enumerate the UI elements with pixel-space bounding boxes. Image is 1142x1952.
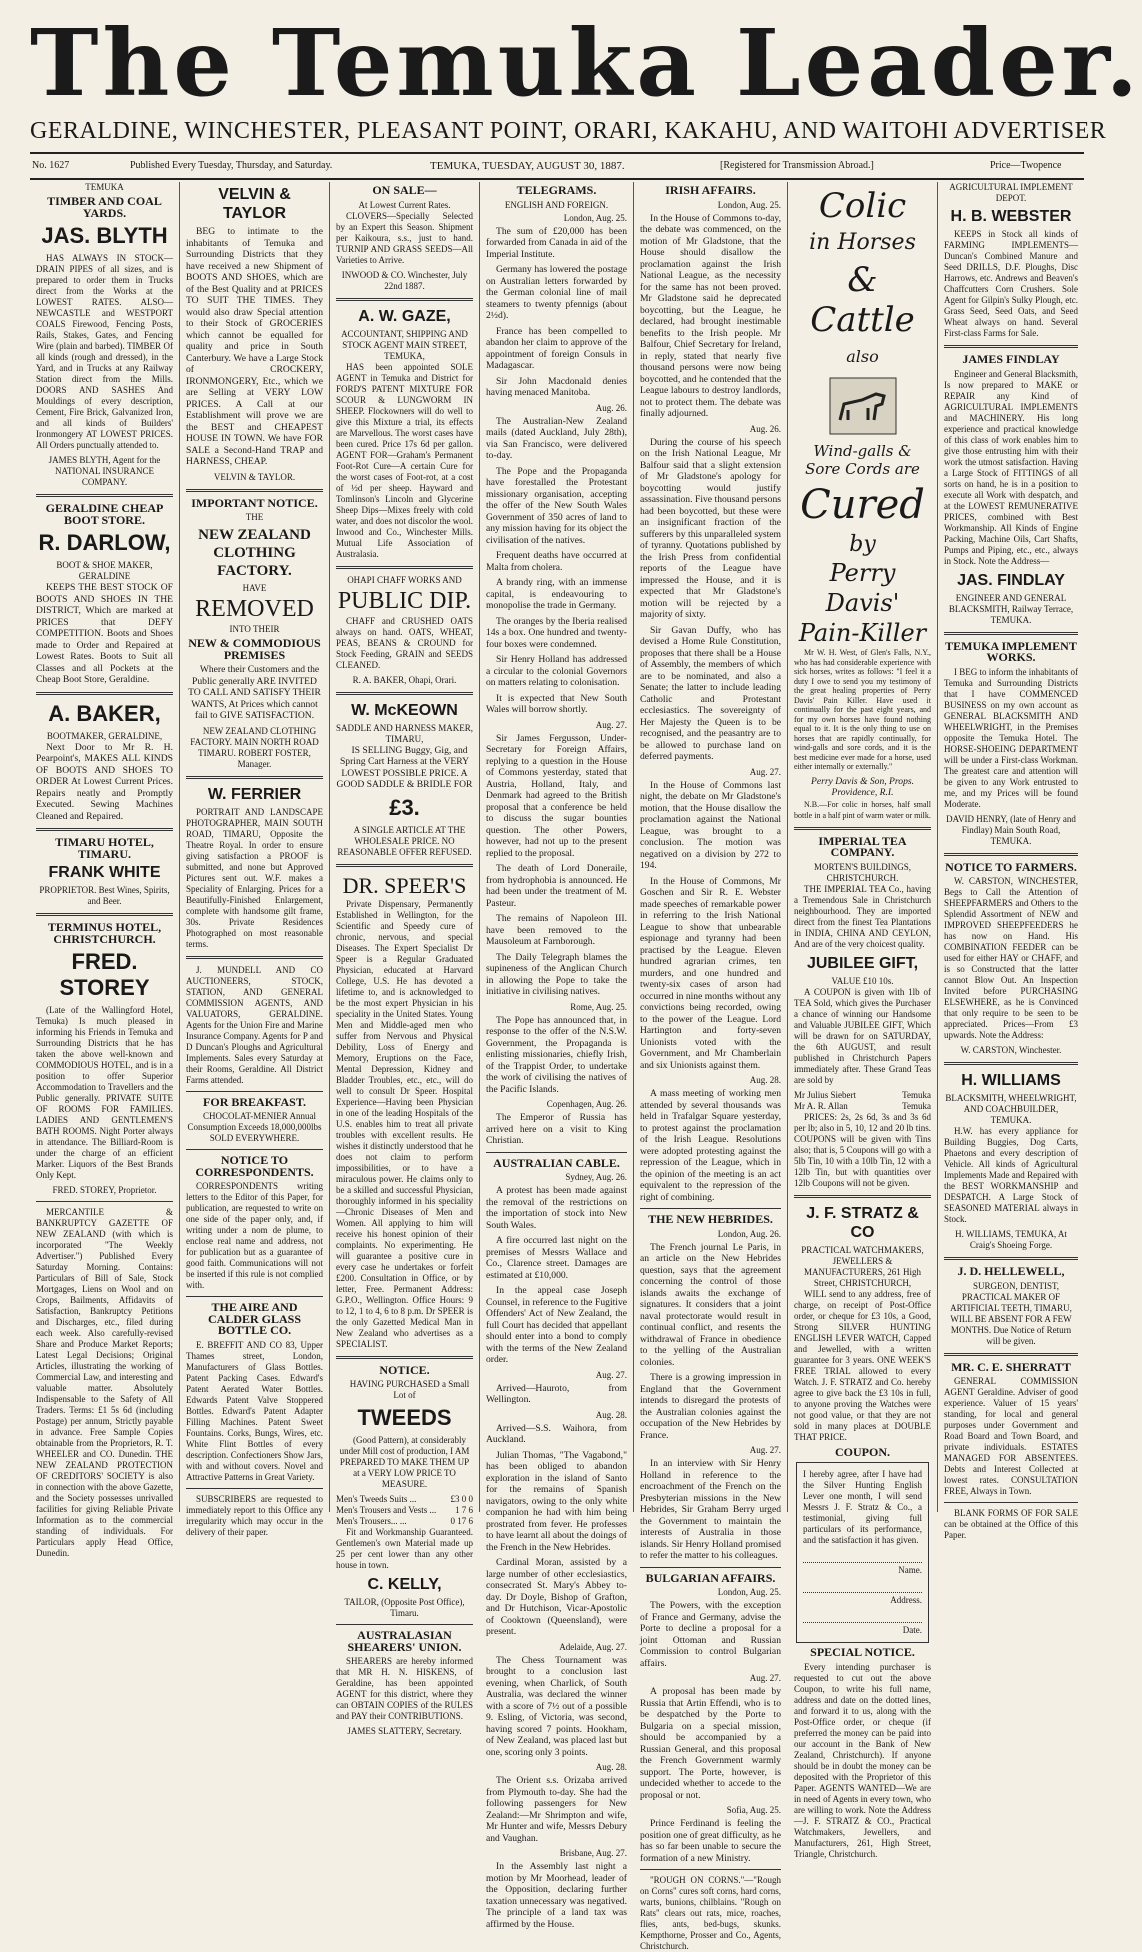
news-item: The Emperor of Russia has arrived here on a visit to King Christian. bbox=[486, 1112, 627, 1146]
news-item: In the House of Commons, Mr Goschen and Sir R. E. Webster made speeches of remarkable power in referring to the Irish National League to show that unbearable espionage and tyranny had been practised by the League. Eleven hundred agrarian crimes, ten murders, and one hundred and twenty-six cases of arson had occurred in nine months without any convictions being recorded, owing to the power of the League. Lord Hartington and forty-seven Unionists voted with the Government, and Mr Chamberlain and six Unionists against them. bbox=[640, 875, 781, 1071]
stratz-heading: J. F. STRATZ & CO bbox=[806, 1204, 919, 1241]
coupon-name-label: Name. bbox=[898, 1565, 922, 1575]
price-row: Men's Tweeds Suits ... £3 0 0 bbox=[336, 1494, 473, 1504]
dateline: Aug. 27. bbox=[595, 719, 627, 730]
news-item: France has been compelled to abandon her claim to approve of the appointment of foreign Consuls in Madagascar. bbox=[486, 325, 627, 371]
price-row: Men's Trousers... ... 0 17 6 bbox=[336, 1516, 473, 1526]
darlow-body: KEEPS THE BEST STOCK OF BOOTS AND SHOES IN THE DISTRICT, Which are marked at PRICES that DEFY COMPETITION. Boots and Shoes made to Order and Repaired at Lowest Rates. Boots to Suit all Classes and all Pockets at the Cheap Boot Store, Geraldine. bbox=[36, 582, 173, 685]
dateline: Sofia, Aug. 25. bbox=[726, 1805, 781, 1815]
works-body: I BEG to inform the inhabitants of Temuka and Surrounding Districts that I have COMMENCED BUSINESS on my own account as GENERAL BLACKSMITH AND WHEELWRIGHT, in the Premises opposite the Temuka Hotel. The HORSE-SHOEING DEPARTMENT will be under a First-class Workman. The greatest care and attention will be given to any Work entrusted to me, and my Prices will be found Moderate. bbox=[944, 666, 1078, 809]
blyth-name: JAS. BLYTH bbox=[41, 223, 168, 248]
issue-date: TEMUKA, TUESDAY, AUGUST 30, 1887. bbox=[430, 160, 625, 172]
dateline: Aug. 27. bbox=[749, 766, 781, 777]
tweeds-title: TWEEDS bbox=[357, 1405, 452, 1430]
divider bbox=[944, 632, 1078, 635]
dateline: Copenhagen, Aug. 26. bbox=[546, 1099, 627, 1109]
news-item: A fire occurred last night on the premises of Messrs Wallace and Co., Clarence street. Damages are estimated at £10,000. bbox=[486, 1235, 627, 1281]
tea-gift: JUBILEE GIFT, bbox=[806, 954, 919, 972]
divider bbox=[36, 494, 173, 497]
farmers-signature: W. CARSTON, Winchester. bbox=[960, 1045, 1062, 1055]
notice-removed: REMOVED bbox=[195, 596, 314, 622]
price: Price—Twopence bbox=[990, 160, 1062, 171]
tea-prices: PRICES: 2s, 2s 6d, 3s and 3s 6d per lb; also in 5, 10, 12 and 20 lb tins. COUPONS will be given with Tins also; that is, 5 Coupons will go with a 5lb Tin, 10 with a 10lb Tin, 12 with a 12lb Tin, but with quantities over 12lb Coupons will not be given. bbox=[794, 1111, 931, 1188]
news-item: Arrived—Hauroto, from Wellington. bbox=[486, 1382, 627, 1405]
tea-subheading: MORTEN'S BUILDINGS, CHRISTCHURCH. bbox=[813, 861, 912, 883]
hotel-heading: TIMARU HOTEL, TIMARU. bbox=[55, 835, 154, 861]
divider bbox=[944, 1062, 1078, 1065]
news-item: Sir Henry Holland has addressed a circular to the colonial Governors on matters relating to colonisation. bbox=[486, 654, 627, 688]
special-notice-body: Every intending purchaser is requested to cut out the above Coupon, to write his full name, address and date on the dotted lines, and forward it to us, along with the Post-Office order, or cheque (if preferred the money can be paid into our account in the Bank of New Zealand, Christchurch). If anyone should be in doubt the money can be deposited with the Proprietor of this Paper. AGENTS WANTED—We are in need of Agents in every town, who are willing to work. Note the Address—J. F. STRATZ & CO., Practical Watchmakers, Jewellers, and Manufacturers, 261, High Street, Triangle, Christchurch. bbox=[794, 1661, 931, 1859]
notice-premises: NEW & COMMODIOUS PREMISES bbox=[188, 636, 321, 662]
findlay-name: JAS. FINDLAY bbox=[957, 571, 1065, 589]
coupon-heading: COUPON. bbox=[835, 1444, 890, 1459]
divider bbox=[186, 1149, 323, 1150]
news-item: The Australian-New Zealand mails (dated Auckland, July 28th), via San Francisco, were delivered to-day. bbox=[486, 415, 627, 461]
ferrier-heading: W. FERRIER bbox=[207, 785, 302, 803]
findlay-heading: JAMES FINDLAY bbox=[962, 352, 1060, 366]
special-notice-heading: SPECIAL NOTICE. bbox=[810, 1645, 915, 1659]
divider bbox=[36, 692, 173, 695]
williams-signature: H. WILLIAMS, TEMUKA, At Craig's Shoeing Forge. bbox=[955, 1229, 1067, 1250]
dateline: Aug. 28. bbox=[595, 1762, 627, 1772]
dateline: Aug. 27. bbox=[749, 1445, 781, 1455]
divider bbox=[336, 566, 473, 569]
divider bbox=[186, 489, 323, 492]
sale-body: CLOVERS—Specially Selected by an Expert this Season. Shipment per Kaikoura, s.s., just to hand. TURNIP AND GRASS SEEDS—All Varieties to Arrive. bbox=[336, 210, 473, 265]
news-item: The Orient s.s. Orizaba arrived from Plymouth to-day. She had the following passengers for New Zealand:—Mr Shrimpton and wife, Mr Hunter and wife, Messrs Debury and Vaughan. bbox=[486, 1775, 627, 1844]
divider bbox=[640, 1567, 781, 1568]
coupon-address-label: Address. bbox=[890, 1595, 922, 1605]
column-7 bbox=[938, 182, 1084, 1540]
dateline: Aug. 26. bbox=[595, 402, 627, 413]
divider bbox=[794, 1195, 931, 1198]
kelly-subheading: TAILOR, (Opposite Post Office), Timaru. bbox=[344, 1597, 465, 1618]
tweeds-guarantee: Fit and Workmanship Guaranteed. Gentlemen's own Material made up 25 per cent lower than any other house in town. bbox=[336, 1527, 473, 1570]
painkiller-line-5: Wind-galls & Sore Cords are bbox=[805, 442, 920, 478]
velvin-body: BEG to intimate to the inhabitants of Temuka and Surrounding Districts that they have received a new Shipment of BOOTS AND SHOES, which are of the Best Quality and at PRICES TO SUIT THE TIMES. They would also draw Special attention to their Stock of GROCERIES which cannot be equalled for quality and price in South Canterbury. We have a Large Stock of CROCKERY, IRONMONGERY, Etc., which we are Selling at VERY LOW PRICES. A Call at our Establishment will prove we are the BEST and CHEAPEST HOUSE IN TOWN. We have FOR SALE a Second-Hand TRAP and HARNESS, CHEAP. bbox=[186, 226, 323, 467]
news-item: In an interview with Sir Henry Holland in reference to the encroachment of the French on the Presbyterian missions in the New Hebrides, Sir Graham Berry urged the Government to maintain the interests of Australia in those islands. Sir Henry Holland promised to refer the matter to his colleagues. bbox=[640, 1458, 781, 1561]
horse-illustration-icon bbox=[828, 376, 898, 436]
mundell-body: J. MUNDELL AND CO AUCTIONEERS, STOCK, STATION, AND GENERAL COMMISSION AGENTS, AND VALUATORS, GERALDINE. Agents for the Union Fire and Marine Insurance Company. Agents for P and D Duncan's Ploughs and Agricultural Implements. Sales every Saturday at their Rooms, Geraldine. All District Farms attended. bbox=[186, 964, 323, 1085]
williams-body: H.W. has every appliance for Building Buggies, Dog Carts, Phaetons and every description of Vehicle. All kinds of Agricultural Implements Made and Repaired with the BEST WORKMANSHIP and DESPATCH. A Large Stock of SEASONED MATERIAL always in Stock. bbox=[944, 1126, 1078, 1224]
column-5 bbox=[634, 182, 788, 1951]
stratz-body: WILL send to any address, free of charge, on receipt of Post-Office order, or cheque for £3 10s, a Good, Strong SILVER HUNTING ENGLISH LEVER WATCH, Capped and Jewelled, with a written guarantee for 3 years. ONE WEEK'S FREE TRIAL allowed to every Watch. J. F. STRATZ and Co. hereby agree to give back the £3 10s in full, to anyone proving the Watches were not good value, or that they are not sold in many places at DOUBLE THAT PRICE. bbox=[794, 1288, 931, 1442]
coupon-date-label: Date. bbox=[902, 1625, 922, 1635]
news-item: Prince Ferdinand is feeling the position one of great difficulty, as he has so far been unable to secure the formation of a new Ministry. bbox=[640, 1818, 781, 1864]
news-item: The Pope has announced that, in response to the offer of the N.S.W. Government, the Propaganda is enlisting missionaries, chiefly Irish, of the Trappist Order, to undertake the work of civilising the natives of the Pacific Islands. bbox=[486, 1014, 627, 1095]
kelly-heading: C. KELLY, bbox=[367, 1576, 442, 1593]
page-columns bbox=[30, 182, 1084, 1951]
dateline: Aug. 26. bbox=[749, 423, 781, 434]
coupon-date-field[interactable] bbox=[803, 1608, 922, 1623]
news-item: Cardinal Moran, assisted by a large number of other ecclesiastics, consecrated St. Mary's Abbey to-day. Dr Doyle, Bishop of Grafton, and Dr Hutchison, Vicar-Apostolic of Cooktown (Queensland), were present. bbox=[486, 1557, 627, 1637]
divider bbox=[186, 776, 323, 779]
breakfast-body: CHOCOLAT-MENIER Annual Consumption Exceeds 18,000,000lbs SOLD EVERYWHERE. bbox=[187, 1111, 322, 1143]
news-item: In the Assembly last night a motion by Mr Moorhead, leader of the Opposition, declaring further taxation unnecessary was negatived. The principle of a land tax was affirmed by the House. bbox=[486, 1861, 627, 1930]
tweeds-notice-heading: NOTICE. bbox=[379, 1362, 430, 1377]
coupon-form[interactable] bbox=[796, 1462, 929, 1643]
notice-have: HAVE bbox=[242, 583, 267, 593]
glass-heading: THE AIRE AND CALDER GLASS BOTTLE CO. bbox=[207, 1300, 302, 1337]
notice-the: THE bbox=[245, 512, 264, 522]
news-item: The Chess Tournament was brought to a conclusion last evening, when Charlick, of South Australia, was declared the winner with a score of 7½ out of a possible 9. Esling, of Victoria, was second, having scored 7 points. Hookham, of New Zealand, was placed last but one, scoring only 3 points. bbox=[486, 1654, 627, 1758]
tea-coupon-body: A COUPON is given with 1lb of TEA Sold, which gives the Purchaser a chance of winning our Handsome and Valuable JUBILEE GIFT, Which will be drawn for on SATURDAY, the 6th AUGUST, and result published in Christchurch Papers immediately after. These Grand Teas are sold by bbox=[794, 986, 931, 1085]
mckeown-heading: W. McKEOWN bbox=[351, 701, 458, 719]
correspondents-body: CORRESPONDENTS writing letters to the Editor of this Paper, for publication, are requested to write on one side of the paper only, and, if writing under a nom de plume, to enclose real name and address, not for publication but as a guarantee of good faith. Communications will not be inserted if this rule is not complied with. bbox=[186, 1181, 323, 1290]
painkiller-testimonial: Mr W. H. West, of Glen's Falls, N.Y., who has had considerable experience with sick horses, writes as follows: "I feel it a duty I owe to send you my testimony of the great healing properties of Perry Davis' Pain Killer. Have used it continually for the past eight years, and for my own horses have found nothing equal to it. It is the only thing to use on horses that are rapidly continually, for wind-galls and sore cords, and it is the best medicine ever made for a horse, used either internally or externally." bbox=[794, 648, 931, 771]
newspaper-subtitle: GERALDINE, WINCHESTER, PLEASANT POINT, ORARI, KAKAHU, AND WAITOHI ADVERTISER bbox=[30, 118, 1107, 144]
registration-note: [Registered for Transmission Abroad.] bbox=[720, 160, 874, 171]
telegrams-subheading: ENGLISH AND FOREIGN. bbox=[504, 199, 609, 210]
news-item: The death of Lord Doneraile, from hydrophobia is announced. He had been under the treatment of M. Pasteur. bbox=[486, 863, 627, 909]
dateline: Sydney, Aug. 26. bbox=[565, 1172, 627, 1182]
news-item: Sir John Macdonald denies having menaced Manitoba. bbox=[486, 375, 627, 398]
hotel-name: FRANK WHITE bbox=[48, 864, 161, 881]
dip-signature: R. A. BAKER, Ohapi, Orari. bbox=[352, 674, 457, 685]
news-item: In the appeal case Joseph Counsel, in reference to the Fugitive Offenders' Act of New Zealand, the full Court has decided that appellant should enter into a bond to comply with the terms of the New Zealand order. bbox=[486, 1285, 627, 1365]
coupon-name-field[interactable] bbox=[803, 1548, 922, 1563]
coupon-address-field[interactable] bbox=[803, 1578, 922, 1593]
painkiller-signature: Perry Davis & Son, Props. Providence, R.I. bbox=[810, 775, 915, 798]
news-item: Sir James Fergusson, Under-Secretary for Foreign Affairs, replying to a question in the House of Commons yesterday, stated that Austria, Holland, Italy, and Denmark had agreed to the British proposal that a conference be held to discuss the sugar bounties question. The other Powers, however, had not up to the present replied to the proposal. bbox=[486, 732, 627, 859]
rough-on-corns-ad: "ROUGH ON CORNS."—"Rough on Corns" cures soft corns, hard corns, warts, bunions, chilblains. "Rough on Rats" clears out rats, mice, roaches, flies, ants, bed-bugs, skunks. Kempthorne, Prosser and Co., Agents, Christchurch. bbox=[640, 1875, 781, 1951]
glass-body: E. BREFFIT AND CO 83, Upper Thames street, London, Manufacturers of Glass Bottles. Patent Packing Cases. Edward's Patent Aerated Water Bottles. Edwards Patent Valve Stoppered Bottles. Edward's Patent Adapter Filling Machines. Patent Sweet Fountains. Corks, Bungs, Wires, etc. White Flint Bottles of every description. Confectioners Show Jars, with and without covers. Novel and Attractive Patterns in Great Variety. bbox=[186, 1339, 323, 1482]
notice-into: INTO THEIR bbox=[229, 624, 280, 634]
notice-body: Where their Customers and the Public generally ARE INVITED TO CALL AND SATISFY THEIR WANTS, At Prices which cannot fail to GIVE SATISFACTION. bbox=[188, 664, 321, 721]
breakfast-heading: FOR BREAKFAST. bbox=[203, 1094, 306, 1109]
column-2 bbox=[180, 182, 330, 1537]
issue-info-bar bbox=[30, 152, 1084, 180]
williams-subheading: BLACKSMITH, WHEELWRIGHT, AND COACHBUILDER, TEMUKA. bbox=[945, 1093, 1077, 1125]
divider bbox=[186, 1296, 323, 1297]
news-item: There is a growing impression in England that the Government intends to disregard the protests of the Australian colonies against the occupation of the New Hebrides by France. bbox=[640, 1372, 781, 1441]
cable-heading: AUSTRALIAN CABLE. bbox=[493, 1155, 620, 1170]
irish-affairs-heading: IRISH AFFAIRS. bbox=[665, 183, 756, 197]
divider bbox=[640, 1208, 781, 1209]
divider bbox=[944, 853, 1078, 856]
column-1 bbox=[30, 182, 180, 1558]
speer-body: Private Dispensary, Permanently Established in Wellington, for the Scientific and Speedy cure of chronic, nervous, and special Diseases. The Expert Specialist Dr Speer is a Regular Graduated Physician, educated at Harvard College, U.S. He has devoted a lifetime to, and is acknowledged to be the most expert Physician in his speciality in the United States. Young Men and Middle-aged men who suffer from Nervous and Physical Debility, Loss of Energy and Memory, Eruptions on the Face, Mental Depression, Kidney and Bladder Troubles, etc., etc., will do well to consult Dr Speer. Hospital Experience—Having been Physician in one of the leading Hospitals of the U.S. enables him to treat all private troubles with excellent results. He wishes it distinctly understood that he does not claim to perform impossibilities, or to have a miraculous power. He claims only to be a skilled and successful Physician, thoroughly informed in his speciality—Chronic Diseases of Men and Women. All applying to him will receive his honest opinion of their complaints. No experimenting. He will guarantee a positive cure in every case he undertakes or forfeit £200. Consultation in Office, or by letter, Free. Permanent Address: G.P.O., Wellington. Office Hours: 9 to 12, 1 to 4, 6 to 8 p.m. Dr SPEER is the only Gazetted Medical Man in New Zealand who advertises as a SPECIALIST. bbox=[336, 898, 473, 1349]
gaze-heading: A. W. GAZE, bbox=[358, 307, 451, 325]
mercantile-gazette-body: MERCANTILE & BANKRUPTCY GAZETTE OF NEW ZEALAND (with which is incorporated "The Weekly Advertiser.") Published Every Saturday Morning. Contains: Particulars of Bill of Sale, Stock Mortgages, Liens on Wool and on Crops, Bailments, Affidavits of Satisfaction, Bankruptcy Petitions and Discharges, etc., filed during each week. Also carefully-revised Share and Produce Market Reports; Latest Legal Decisions; Original Articles, illustrating the working of Commercial Law, and interesting and valuable matter. Absolutely Indispensable to the Safety of All Traders. Terms: £1 5s 6d (including Postage) per annum, Strictly payable in advance. Free Sample Copies obtainable from the Proprietors, R. T. WHEELER and CO. Dunedin. THE NEW ZEALAND PROTECTION OF CREDITORS' SOCIETY is also in connection with the above Gazette, and the Society possesses unrivalled facilities for giving Reliable Private Information as to the commercial standing of individuals. For Particulars apply Head Office, Dunedin. bbox=[36, 1207, 173, 1558]
divider bbox=[944, 1353, 1078, 1356]
divider bbox=[36, 913, 173, 916]
sale-signature: INWOOD & CO. Winchester, July 22nd 1887. bbox=[341, 269, 468, 291]
divider bbox=[336, 692, 473, 695]
painkiller-line-8: Perry Davis' Pain-Killer bbox=[798, 559, 927, 647]
news-item: During the course of his speech on the Irish National League, Mr Balfour said that a slight extension of Mr Gladstone's apology for boycotting would justify assassination. Five thousand persons had been boycotted, but these were an insignificant fraction of the sufferers by this unparalleled system of tyranny. Quotations published by the Irish Press from confidential reports of the League have impressed the House, and it is expected that Mr Gladstone's motion will be rejected by a majority of sixty. bbox=[640, 436, 781, 620]
painkiller-line-2: in Horses bbox=[809, 230, 916, 255]
baker-name: A. BAKER, bbox=[48, 700, 161, 726]
mckeown-tail: A SINGLE ARTICLE AT THE WHOLESALE PRICE. NO REASONABLE OFFER REFUSED. bbox=[337, 824, 472, 857]
findlay-body: Engineer and General Blacksmith, Is now prepared to MAKE or REPAIR any Kind of AGRICULTURAL IMPLEMENTS and MACHINERY. His long experience and practical knowledge of this class of work enables him to give those entrusting him with their work the utmost satisfaction. Having a Large Stock of FITTINGS of all sorts on hand, he is in a position to execute all Work with despatch, and at the LOWEST REMUNERATIVE PRICES, combined with Best Workmanship. All Kinds of Engine Packing, Machine Oils, Cart Shafts, Pumps and Piping, etc., etc., always in Stock. Note the Address— bbox=[944, 368, 1078, 566]
dateline: Aug. 28. bbox=[595, 1409, 627, 1420]
coupon-text: I hereby agree, after I have had the Silver Hunting English Lever one month, I will send Messrs J. F. Stratz & Co., a testimonial, giving full particulars of its performance, and the satisfaction it has given. bbox=[803, 1469, 922, 1545]
baker-body: Next Door to Mr R. H. Pearpoint's, MAKES ALL KINDS OF BOOTS AND SHOES TO ORDER At Lowest Current Prices. Repairs neatly and Promptly Executed. Sewing Machines Cleaned and Repaired. bbox=[36, 741, 173, 822]
dateline: Adelaide, Aug. 27. bbox=[559, 1641, 627, 1652]
tea-body: THE IMPERIAL TEA Co., having a Tremendous Sale in Christchurch neighbourhood. They are imported direct from the finest Tea Plantations in INDIA, CHINA AND CEYLON, And are of the very choicest quality. bbox=[794, 883, 931, 949]
dateline: Aug. 27. bbox=[749, 1673, 781, 1683]
sherratt-heading: MR. C. E. SHERRATT bbox=[951, 1359, 1071, 1374]
painkiller-line-6: Cured bbox=[800, 482, 925, 528]
storey-body: (Late of the Wallingford Hotel, Temuka) Is much pleased in informing his Friends in Temuka and Surrounding Districts that he has taken the above well-known and COMMODIOUS HOTEL, and is in a position to offer Superior Accommodation to Travellers and the Public generally. PRIVATE SUITE OF ROOMS FOR FAMILIES. LADIES AND GENTLEMEN'S BATH ROOMS. Night Porter always in attendance. The Billiard-Room is under the charge of an efficient Marker. Liquors of the Best Brands Only Kept. bbox=[36, 1005, 173, 1180]
issue-number: No. 1627 bbox=[32, 160, 70, 171]
dateline: London, Aug. 25. bbox=[717, 199, 781, 210]
painkiller-note: N.B.—For colic in horses, half small bottle in a half pint of warm water or milk. bbox=[794, 799, 931, 820]
darlow-heading: GERALDINE CHEAP BOOT STORE. bbox=[45, 501, 164, 527]
divider bbox=[640, 1869, 781, 1870]
news-item: Julian Thomas, "The Vagabond," has been obliged to abandon exploration in the island of Santo for the remains of Spanish navigators, owing to the only white companion he had with him being prostrated from fever. He professes to have learnt all about the doings of the French in the New Hebrides. bbox=[486, 1449, 627, 1553]
pain-killer-advert bbox=[794, 186, 931, 821]
storey-signature: FRED. STOREY, Proprietor. bbox=[52, 1185, 157, 1195]
storey-heading: TERMINUS HOTEL, CHRISTCHURCH. bbox=[47, 920, 162, 946]
findlay-address: ENGINEER AND GENERAL BLACKSMITH, Railway Terrace, TEMUKA. bbox=[948, 592, 1074, 625]
storey-name: FRED. STOREY bbox=[59, 949, 150, 1000]
news-item: A brandy ring, with an immense capital, is endeavouring to monopolise the trade in Germany. bbox=[486, 577, 627, 611]
telegrams-heading: TELEGRAMS. bbox=[516, 183, 597, 197]
divider bbox=[944, 1502, 1078, 1503]
mckeown-price: £3. bbox=[389, 794, 420, 820]
blyth-heading: TIMBER AND COAL YARDS. bbox=[47, 194, 162, 220]
shearers-signature: JAMES SLATTERY, Secretary. bbox=[347, 1726, 462, 1736]
sherratt-body: GENERAL COMMISSION AGENT Geraldine. Adviser of good experience. Valuer of 15 years' standing, for local and general purposes under Government and Road Board and Town Board, and private individuals. ESTATES MANAGED FOR ABSENTEES. Debts and Interest Collected at lowest rates. CONSULTATION FREE, Always in Town. bbox=[944, 1376, 1078, 1496]
tweeds-offer: (Good Pattern), at considerably under Mill cost of production, I AM PREPARED TO MAKE THEM UP at a VERY LOW PRICE TO MEASURE. bbox=[339, 1435, 470, 1489]
divider bbox=[794, 827, 931, 830]
gaze-subheading: ACCOUNTANT, SHIPPING AND STOCK AGENT MAIN STREET, TEMUKA, bbox=[341, 328, 468, 361]
notice-heading: IMPORTANT NOTICE. bbox=[191, 495, 318, 510]
painkiller-line-1: Colic bbox=[818, 186, 907, 226]
dateline: London, Aug. 25. bbox=[563, 212, 627, 223]
notice-address: NEW ZEALAND CLOTHING FACTORY. MAIN NORTH ROAD TIMARU. ROBERT FOSTER, Manager. bbox=[190, 725, 319, 769]
divider bbox=[486, 1152, 627, 1153]
news-item: Germany has lowered the postage on Australian letters forwarded by the German colonial line of mail steamers to twenty pfennigs (about 2½d). bbox=[486, 264, 627, 321]
news-item: Arrived—S.S. Waihora, from Auckland. bbox=[486, 1422, 627, 1445]
tweeds-intro: HAVING PURCHASED a Small Lot of bbox=[349, 1379, 470, 1400]
news-item: A proposal has been made by Russia that Artin Effendi, who is to be despatched by the Porte to Bulgaria on a special mission, should be accompanied by a Russian General, and this proposal the French Government warmly support. The Porte, however, is undecided whether to accede to the proposal or not. bbox=[640, 1686, 781, 1801]
shearers-body: SHEARERS are hereby informed that MR H. N. HISKENS, of Geraldine, has been appointed AGENT for this district, where they can OBTAIN COPIES of the RULES and PAY their CONTRIBUTIONS. bbox=[336, 1656, 473, 1721]
divider bbox=[336, 1624, 473, 1625]
news-item: The Daily Telegraph blames the supineness of the Anglican Church in allowing the Pope to take the initiative in civilising natives. bbox=[486, 951, 627, 997]
news-item: A protest has been made against the removal of the restrictions on the importation of stock into New South Wales. bbox=[486, 1185, 627, 1231]
news-item: The French journal Le Paris, in an article on the New Hebrides question, says that the agreement concerning the control of those islands awaits the exchange of signatures. It considers that a joint naval protectorate would result in continual conflict, and resents the withdrawal of France in obedience to the yelling of the Australian colonies. bbox=[640, 1241, 781, 1368]
darlow-name: R. DARLOW, bbox=[38, 530, 171, 555]
farmers-heading: NOTICE TO FARMERS. bbox=[945, 859, 1077, 874]
news-item: It is expected that New South Wales will borrow shortly. bbox=[486, 692, 627, 715]
dateline: Rome, Aug. 25. bbox=[570, 1001, 627, 1012]
dateline: London, Aug. 26. bbox=[717, 1228, 781, 1239]
painkiller-line-3: & Cattle bbox=[810, 260, 915, 340]
divider bbox=[336, 298, 473, 301]
tea-gift-value: VALUE £10 10s. bbox=[831, 975, 894, 986]
publication-schedule: Published Every Tuesday, Thursday, and Saturday. bbox=[130, 160, 333, 171]
blank-forms-body: BLANK FORMS OF FOR SALE can be obtained at the Office of this Paper. bbox=[944, 1508, 1078, 1540]
tea-agent-row: Mr Julius Siebert Temuka bbox=[794, 1089, 931, 1100]
correspondents-heading: NOTICE TO CORRESPONDENTS. bbox=[195, 1153, 314, 1179]
gaze-body: HAS been appointed SOLE AGENT in Temuka and District for FORD'S PATENT MIXTURE FOR SCOUR & LUNGWORM IN SHEEP. Flockowners will do well to give this Mixture a trial, its effects are Marvellous. The worst cases have been cured. Price 17s 6d per gallon. AGENT FOR—Graham's Permanent Foot-Rot Cure—A certain Cure for the worst cases of Foot-rot, at a cost of ½d per sheep. Hayward and Tomlinson's Lincoln and Glycerine Sheep Dips—Mixes freely with cold water, and does not discolor the wool. Inwood and Co., Winchester Mills. Mutual Life Association of Australasia. bbox=[336, 361, 473, 559]
dateline: Aug. 27. bbox=[595, 1369, 627, 1380]
price-row: Men's Trousers and Vests ... 1 7 6 bbox=[336, 1505, 473, 1515]
news-item: The Powers, with the exception of France and Germany, advise the Porte to decline a proposal for a joint Ottoman and Russian Commission to control Bulgarian affairs. bbox=[640, 1600, 781, 1669]
hebrides-heading: THE NEW HEBRIDES. bbox=[648, 1212, 773, 1226]
newspaper-title: The Temuka Leader. bbox=[30, 9, 1142, 117]
shearers-heading: AUSTRALASIAN SHEARERS' UNION. bbox=[347, 1628, 462, 1654]
farmers-body: W. CARSTON, WINCHESTER, Begs to Call the Attention of SHEEPFARMERS and Others to the Splendid Assortment of NEW and IMPROVED SHEEPFEEDERS he has now on Hand. His COMBINATION FEEDER can be used for either HAY or CHAFF, and is so Constructed that the latter cannot Blow Out. An Inspection Invited before PURCHASING ELSEWHERE, as he is Convinced that only require to be seen to be appreciated. Prices—From £3 upwards. Note the Address: bbox=[944, 876, 1078, 1040]
sale-subheading: At Lowest Current Rates. bbox=[358, 199, 451, 210]
news-item: Frequent deaths have occurred at Malta from cholera. bbox=[486, 550, 627, 573]
divider bbox=[944, 1257, 1078, 1260]
divider bbox=[186, 1488, 323, 1489]
blyth-signature: JAMES BLYTH, Agent for the NATIONAL INSURANCE COMPANY. bbox=[48, 455, 161, 487]
divider bbox=[36, 828, 173, 831]
sale-heading: ON SALE— bbox=[372, 183, 437, 197]
notice-factory: NEW ZEALAND CLOTHING FACTORY. bbox=[198, 527, 311, 579]
dateline: London, Aug. 25. bbox=[717, 1587, 781, 1597]
webster-name: H. B. WEBSTER bbox=[950, 208, 1072, 225]
painkiller-line-7: by bbox=[849, 532, 876, 557]
divider bbox=[186, 956, 323, 959]
news-item: A mass meeting of working men attended by several thousands was held in Trafalgar Square yesterday, to protest against the proclamation of the Irish League. Resolutions were adopted protesting against the repression of the League, which in the opinion of the meeting is an act equivalent to the repression of the right of combining. bbox=[640, 1088, 781, 1203]
column-6 bbox=[788, 182, 938, 1859]
subscribers-body: SUBSCRIBERS are requested to immediately report to this Office any irregularity which may occur in the delivery of their paper. bbox=[186, 1493, 323, 1537]
webster-heading: AGRICULTURAL IMPLEMENT DEPOT. bbox=[949, 182, 1073, 203]
painkiller-line-4: also bbox=[846, 347, 879, 366]
news-item: The sum of £20,000 has been forwarded from Canada in aid of the Imperial Institute. bbox=[486, 225, 627, 260]
velvin-signature: VELVIN & TAYLOR. bbox=[213, 471, 296, 482]
velvin-heading: VELVIN & TAYLOR bbox=[218, 186, 291, 222]
hotel-body: PROPRIETOR. Best Wines, Spirits, and Beer. bbox=[39, 885, 170, 906]
mckeown-body: IS SELLING Buggy, Gig, and Spring Cart Harness at the VERY LOWEST POSSIBLE PRICE. A GOOD SADDLE & BRIDLE FOR bbox=[336, 744, 473, 790]
dateline: Aug. 28. bbox=[749, 1075, 781, 1085]
dip-body: CHAFF and CRUSHED OATS always on hand. OATS, WHEAT, PEAS, BEANS & CROUND for Stock Feeding, GRAIN and SEEDS CLEANED. bbox=[336, 615, 473, 670]
divider bbox=[336, 864, 473, 867]
stratz-subheading: PRACTICAL WATCHMAKERS, JEWELLERS & MANUFACTURERS, 261 High Street, CHRISTCHURCH, bbox=[801, 1244, 924, 1288]
mckeown-subheading: SADDLE AND HARNESS MAKER, TIMARU, bbox=[336, 722, 474, 744]
tea-agent-row: Mr A. R. Allan Temuka bbox=[794, 1100, 931, 1111]
news-item: The Pope and the Propaganda have forestalled the Protestant missionary organisation, accepting the offer of the New South Wales Government of 350 acres of land to any mission having for its object the civilisation of the natives. bbox=[486, 465, 627, 546]
webster-body: KEEPS in Stock all kinds of FARMING IMPLEMENTS—Duncan's Combined Manure and Seed DRILLS, D.F. Ploughs, Disc Harrows, etc. Andrews and Beaven's Chaffcutters Corn Crushers. Sole Agent for Gilpin's Sulky Plough, etc. Grass Seed, Seed Oats, and Seed Wheat always on hand. Several First-class Farms for Sale. bbox=[944, 229, 1078, 338]
divider bbox=[186, 1091, 323, 1092]
tweeds-price-list bbox=[336, 1494, 473, 1527]
divider bbox=[944, 345, 1078, 348]
baker-trade: BOOTMAKER, GERALDINE, bbox=[46, 730, 163, 741]
news-item: In the House of Commons last night, the debate on Mr Gladstone's motion, that the House disallow the proclamation against the National League, was brought to a conclusion. The motion was negatived on a division by 272 to 194. bbox=[640, 779, 781, 871]
column-3 bbox=[330, 182, 480, 1736]
bulgarian-heading: BULGARIAN AFFAIRS. bbox=[645, 1570, 776, 1585]
dentist-body: SURGEON, DENTIST, PRACTICAL MAKER OF ARTIFICIAL TEETH, TIMARU, WILL BE ABSENT FOR A FEW MONTHS. Due Notice of Return will be given. bbox=[950, 1280, 1072, 1346]
blyth-body: HAS ALWAYS IN STOCK—DRAIN PIPES of all sizes, and is prepared to order them in Trucks direct from the Works at the LOWEST RATES. ALSO—NEWCASTLE and WESTPORT COALS Firewood, Fencing Posts, Rails, Stakes, Gates, and Fencing Wire (plain and barbed). TIMBER Of all kinds (rough and dressed), in the Yard, and in Trucks at any Railway Station direct from the Mills. DOORS AND SASHES And Mouldings of every description, Cement, Fire Brick, Galvanized Iron, and all kinds of Builders' Ironmongery AT LOWEST PRICES. All Orders punctually attended to. bbox=[36, 253, 173, 450]
divider bbox=[336, 1356, 473, 1359]
williams-heading: H. WILLIAMS bbox=[961, 1072, 1061, 1089]
ferrier-body: PORTRAIT AND LANDSCAPE PHOTOGRAPHER, MAIN SOUTH ROAD, TIMARU, Opposite the Theatre Royal. In order to ensure giving satisfaction a PROOF is submitted, and none but Approved Pictures sent out. W.F. makes a Speciality of Enlarging. Prices for a Beautifully-Finished Enlargement, complete with handsome gilt frame, 30s. Private Residences Photographed on most reasonable terms. bbox=[186, 806, 323, 949]
column-4 bbox=[480, 182, 634, 1930]
news-item: Sir Gavan Duffy, who has devised a Home Rule Constitution, proposes that there shall be a House of Assembly, the members of which are to be nominated, and also a Senate; the latter to include leading Catholic and Protestant ecclesiastics. The sovereignty of Her Majesty the Queen is to be recognised, and the peasantry are to be allowed to purchase land on deferred payments. bbox=[640, 624, 781, 762]
dentist-heading: J. D. HELLEWELL, bbox=[957, 1264, 1065, 1278]
dateline: Brisbane, Aug. 27. bbox=[559, 1848, 627, 1858]
news-item: In the House of Commons to-day, the debate was commenced, on the motion of Mr Gladstone, that the House should disallow the proclamation against the Irish National League, as the necessity for the same has not been proved. Mr Gladstone said he deprecated boycotting, but the League, he declared, had brought inestimable benefits to the Irish people. Mr Balfour, Chief Secretary for Ireland, in reply, stated that nearly five thousand persons were now being boycotted, and he contended that the League labours to destroy landlords, not to protect them. The debate was finally adjourned. bbox=[640, 212, 781, 419]
dip-title: PUBLIC DIP. bbox=[337, 587, 472, 614]
speer-heading: DR. SPEER'S bbox=[342, 872, 467, 898]
tea-heading: IMPERIAL TEA COMPANY. bbox=[818, 833, 907, 859]
works-heading: TEMUKA IMPLEMENT WORKS. bbox=[945, 638, 1077, 664]
darlow-trade: BOOT & SHOE MAKER, GERALDINE bbox=[56, 560, 153, 581]
blyth-town: TEMUKA bbox=[85, 182, 124, 192]
masthead bbox=[0, 0, 1142, 172]
news-item: The oranges by the Iberia realised 14s a box. One hundred and twenty-four boxes were condemned. bbox=[486, 615, 627, 650]
dip-heading: OHAPI CHAFF WORKS AND bbox=[347, 574, 462, 585]
divider bbox=[36, 1201, 173, 1202]
news-item: The remains of Napoleon III. have been removed to the Mausoleum at Farnborough. bbox=[486, 913, 627, 947]
works-signature: DAVID HENRY, (late of Henry and Findlay) Main South Road, TEMUKA. bbox=[946, 813, 1076, 846]
